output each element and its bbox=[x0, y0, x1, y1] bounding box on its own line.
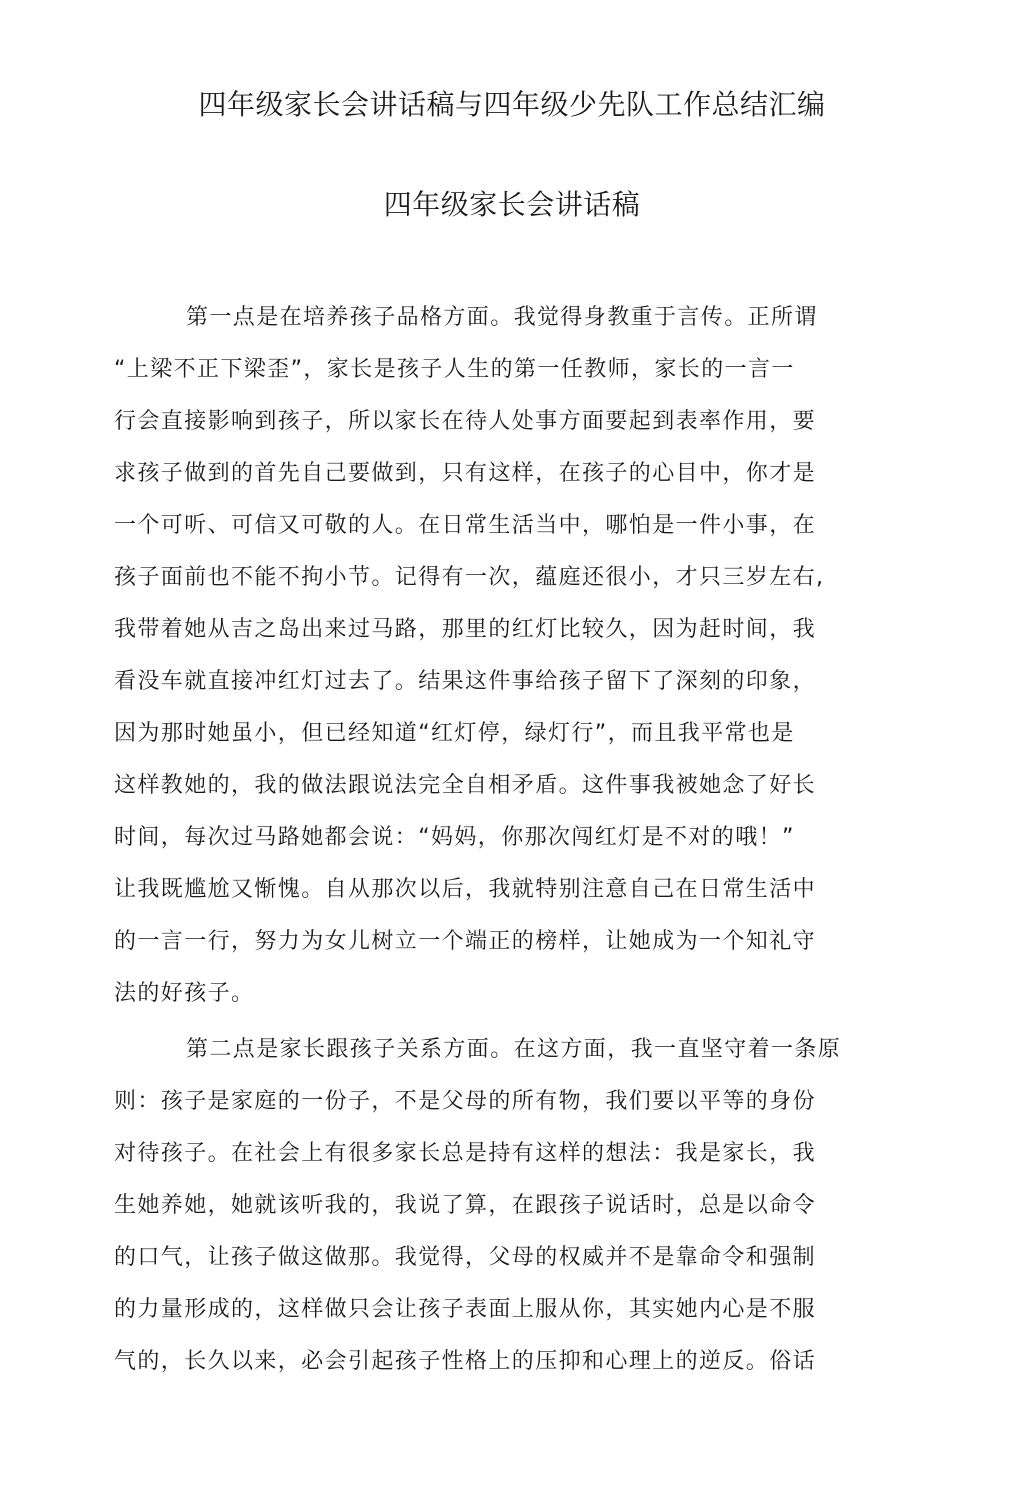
paragraph-line: 第一点是在培养孩子品格方面。我觉得身教重于言传。正所谓 bbox=[186, 305, 818, 330]
paragraph-line: 对待孩子。在社会上有很多家长总是持有这样的想法：我是家长，我 bbox=[114, 1141, 817, 1166]
paragraph-line: 求孩子做到的首先自己要做到，只有这样，在孩子的心目中，你才是 bbox=[114, 461, 817, 486]
paragraph-line: 时间，每次过马路她都会说：“妈妈，你那次闯红灯是不对的哦！” bbox=[114, 825, 795, 850]
paragraph-line: 气的，长久以来，必会引起孩子性格上的压抑和心理上的逆反。俗话 bbox=[114, 1349, 817, 1374]
paragraph-line: 的口气，让孩子做这做那。我觉得，父母的权威并不是靠命令和强制 bbox=[114, 1245, 817, 1270]
paragraph-line: 这样教她的，我的做法跟说法完全自相矛盾。这件事我被她念了好长 bbox=[114, 773, 817, 798]
paragraph-1 bbox=[114, 292, 854, 1020]
paragraph-line: 让我既尴尬又惭愧。自从那次以后，我就特别注意自己在日常生活中 bbox=[114, 877, 817, 902]
paragraph-line: “上梁不正下梁歪”，家长是孩子人生的第一任教师，家长的一言一 bbox=[114, 357, 795, 382]
paragraph-2 bbox=[114, 1024, 854, 1388]
paragraph-line: 则：孩子是家庭的一份子，不是父母的所有物，我们要以平等的身份 bbox=[114, 1089, 817, 1114]
paragraph-line: 看没车就直接冲红灯过去了。结果这件事给孩子留下了深刻的印象， bbox=[114, 669, 817, 694]
paragraph-line: 孩子面前也不能不拘小节。记得有一次，蕴庭还很小，才只三岁左右, bbox=[114, 565, 825, 590]
paragraph-line: 我带着她从吉之岛出来过马路，那里的红灯比较久，因为赶时间，我 bbox=[114, 617, 817, 642]
section-title: 四年级家长会讲话稿 bbox=[383, 188, 641, 221]
paragraph-line: 生她养她，她就该听我的，我说了算，在跟孩子说话时，总是以命令 bbox=[114, 1193, 817, 1218]
paragraph-line: 一个可听、可信又可敬的人。在日常生活当中，哪怕是一件小事，在 bbox=[114, 513, 817, 538]
paragraph-line: 法的好孩子。 bbox=[114, 981, 255, 1006]
paragraph-line: 因为那时她虽小，但已经知道“红灯停，绿灯行”，而且我平常也是 bbox=[114, 721, 795, 746]
paragraph-line: 的一言一行，努力为女儿树立一个端正的榜样，让她成为一个知礼守 bbox=[114, 929, 817, 954]
document-title: 四年级家长会讲话稿与四年级少先队工作总结汇编 bbox=[198, 88, 826, 121]
paragraph-line: 的力量形成的，这样做只会让孩子表面上服从你，其实她内心是不服 bbox=[114, 1297, 817, 1322]
paragraph-line: 第二点是家长跟孩子关系方面。在这方面，我一直坚守着一条原 bbox=[186, 1037, 842, 1062]
paragraph-line: 行会直接影响到孩子，所以家长在待人处事方面要起到表率作用，要 bbox=[114, 409, 817, 434]
